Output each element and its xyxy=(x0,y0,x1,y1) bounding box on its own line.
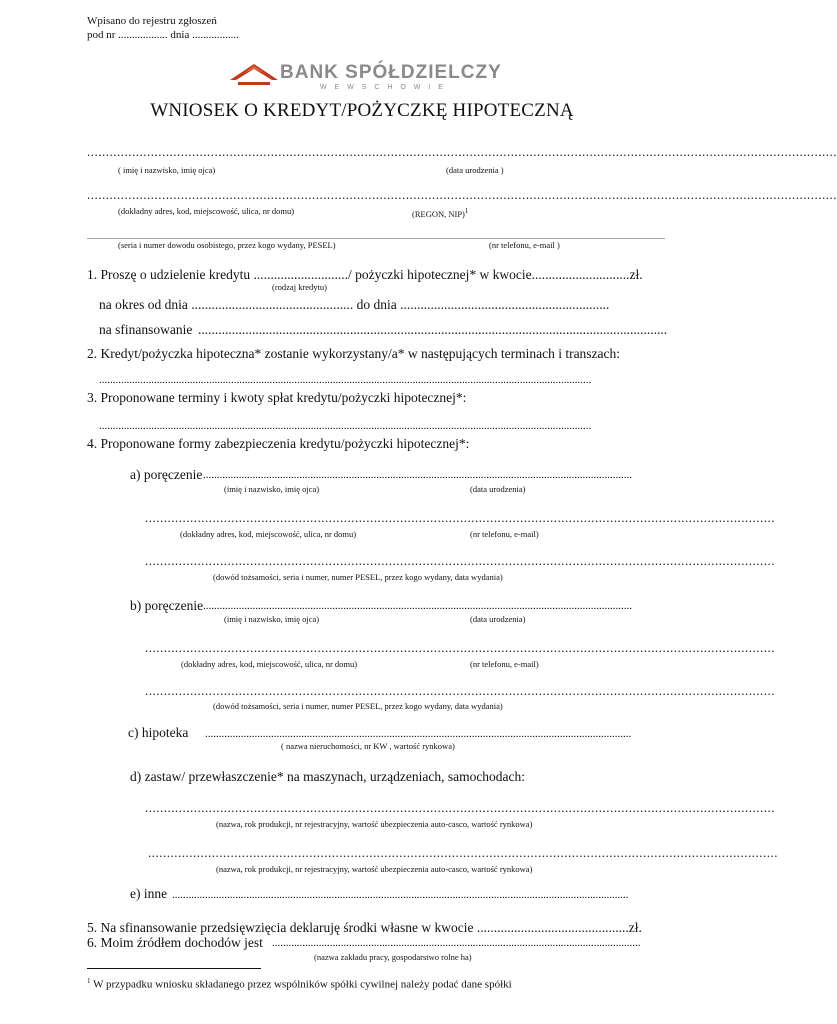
item-1-finance-field[interactable]: ........................................................................................................................................... xyxy=(198,322,668,337)
item-4b-birthdate-caption: (data urodzenia) xyxy=(470,614,526,624)
applicant-name-field[interactable]: ........................................................................................................................................................................................................ xyxy=(87,144,837,159)
bank-logo-name: BANK SPÓŁDZIELCZY xyxy=(280,62,502,83)
item-4c-field[interactable]: ........................................................................................................................................................... xyxy=(205,728,632,740)
registry-line-1: Wpisano do rejestru zgłoszeń xyxy=(87,15,217,27)
item-4b-label: b) poręczenie xyxy=(130,598,204,613)
item-4a-name-caption: (imię i nazwisko, imię ojca) xyxy=(224,484,320,494)
bank-logo-icon xyxy=(228,60,280,94)
item-4c-caption: ( nazwa nieruchomości, nr KW , wartość rynkowa) xyxy=(281,741,455,751)
item-4a-address-caption: (dokładny adres, kod, miejscowość, ulica, nr domu) xyxy=(180,529,357,539)
item-1-credit-request: 1. Proszę o udzielenie kredytu ............................/ pożyczki hipotecznej* w kwocie.............................zł. xyxy=(87,267,643,282)
item-4b-id-field[interactable]: ........................................................................................................................................................................ xyxy=(145,683,775,698)
item-4d-label: d) zastaw/ przewłaszczenie* na maszynach, urządzeniach, samochodach: xyxy=(130,769,526,784)
footnote-mark: 1 xyxy=(87,977,91,985)
item-6-field[interactable]: ...................................................................................................................................... xyxy=(272,937,641,949)
applicant-phone-caption: (nr telefonu, e-mail ) xyxy=(489,240,560,250)
applicant-address-caption: (dokładny adres, kod, miejscowość, ulica, nr domu) xyxy=(118,206,295,216)
footnote xyxy=(87,975,512,992)
item-4a-id-field[interactable]: ........................................................................................................................................................................ xyxy=(145,553,775,568)
item-3-repayment: 3. Proponowane terminy i kwoty spłat kredytu/pożyczki hipotecznej*: xyxy=(87,390,467,405)
item-4a-label: a) poręczenie xyxy=(130,467,203,482)
item-4d-field-2[interactable]: ........................................................................................................................................................................ xyxy=(148,845,778,860)
item-2-field[interactable]: ................................................................................................................................................................................... xyxy=(99,374,592,386)
item-4b-name-caption: (imię i nazwisko, imię ojca) xyxy=(224,614,320,624)
item-4b-name-field[interactable]: ............................................................................................................................................................ xyxy=(203,600,632,612)
item-4-security: 4. Proponowane formy zabezpieczenia kredytu/pożyczki hipotecznej*: xyxy=(87,436,470,451)
item-6-income-label: 6. Moim źródłem dochodów jest xyxy=(87,935,263,950)
item-4a-name-field[interactable]: ............................................................................................................................................................ xyxy=(203,469,632,481)
item-4b-id-caption: (dowód tożsamości, seria i numer, numer PESEL, przez kogo wydany, data wydania) xyxy=(213,701,503,711)
applicant-id-caption: (seria i numer dowodu osobistego, przez kogo wydany, PESEL) xyxy=(118,240,336,250)
applicant-id-field[interactable]: ................................................................................................................................................................................................................................................................................................. xyxy=(87,232,665,241)
item-4a-birthdate-caption: (data urodzenia) xyxy=(470,484,526,494)
applicant-address-field[interactable]: ........................................................................................................................................................................................................ xyxy=(87,187,837,202)
item-6-caption: (nazwa zakładu pracy, gospodarstwo rolne ha) xyxy=(314,952,472,962)
bank-logo xyxy=(228,60,533,96)
item-1-finance-label: na sfinansowanie xyxy=(99,322,193,337)
footnote-text: W przypadku wniosku składanego przez wspólników spółki cywilnej należy podać dane spółki xyxy=(93,978,512,991)
item-2-disbursement: 2. Kredyt/pożyczka hipoteczna* zostanie wykorzystany/a* w następujących terminach i transzach: xyxy=(87,346,621,361)
item-4e-label: e) inne xyxy=(130,886,168,901)
item-4a-id-caption: (dowód tożsamości, seria i numer, numer PESEL, przez kogo wydany, data wydania) xyxy=(213,572,503,582)
item-4d-field-1[interactable]: ........................................................................................................................................................................ xyxy=(145,800,775,815)
page-title: WNIOSEK O KREDYT/POŻYCZKĘ HIPOTECZNĄ xyxy=(150,100,574,121)
bank-logo-subtitle: W E W S C H O W I E xyxy=(320,84,446,91)
item-4d-caption-2: (nazwa, rok produkcji, nr rejestracyjny, wartość ubezpieczenia auto-casco, wartość rynkowa) xyxy=(216,864,533,874)
applicant-name-caption: ( imię i nazwisko, imię ojca) xyxy=(118,165,216,175)
item-4b-address-caption: (dokładny adres, kod, miejscowość, ulica, nr domu) xyxy=(181,659,358,669)
item-4b-address-field[interactable]: ........................................................................................................................................................................ xyxy=(145,640,775,655)
item-1-credit-type-caption: (rodzaj kredytu) xyxy=(272,282,327,292)
item-4a-address-field[interactable]: ........................................................................................................................................................................ xyxy=(145,510,775,525)
item-4c-label: c) hipoteka xyxy=(128,725,189,740)
item-3-field[interactable]: ................................................................................................................................................................................... xyxy=(99,420,592,432)
registry-line-2: pod nr .................. dnia ................. xyxy=(87,29,239,41)
footnote-divider xyxy=(87,968,261,969)
applicant-regon-caption: (REGON, NIP)$^1$ xyxy=(412,207,469,219)
item-4b-phone-caption: (nr telefonu, e-mail) xyxy=(470,659,539,669)
applicant-birthdate-caption: (data urodzenia ) xyxy=(446,165,504,175)
item-1-period: na okres od dnia ................................................ do dnia .............................................................. xyxy=(99,297,610,312)
item-4d-caption-1: (nazwa, rok produkcji, nr rejestracyjny, wartość ubezpieczenia auto-casco, wartość rynkowa) xyxy=(216,819,533,829)
item-5-own-funds: 5. Na sfinansowanie przedsięwzięcia deklaruję środki własne w kwocie .............................................zł. xyxy=(87,920,642,935)
item-4a-phone-caption: (nr telefonu, e-mail) xyxy=(470,529,539,539)
item-4e-field[interactable]: ...................................................................................................................................................................... xyxy=(172,889,629,901)
